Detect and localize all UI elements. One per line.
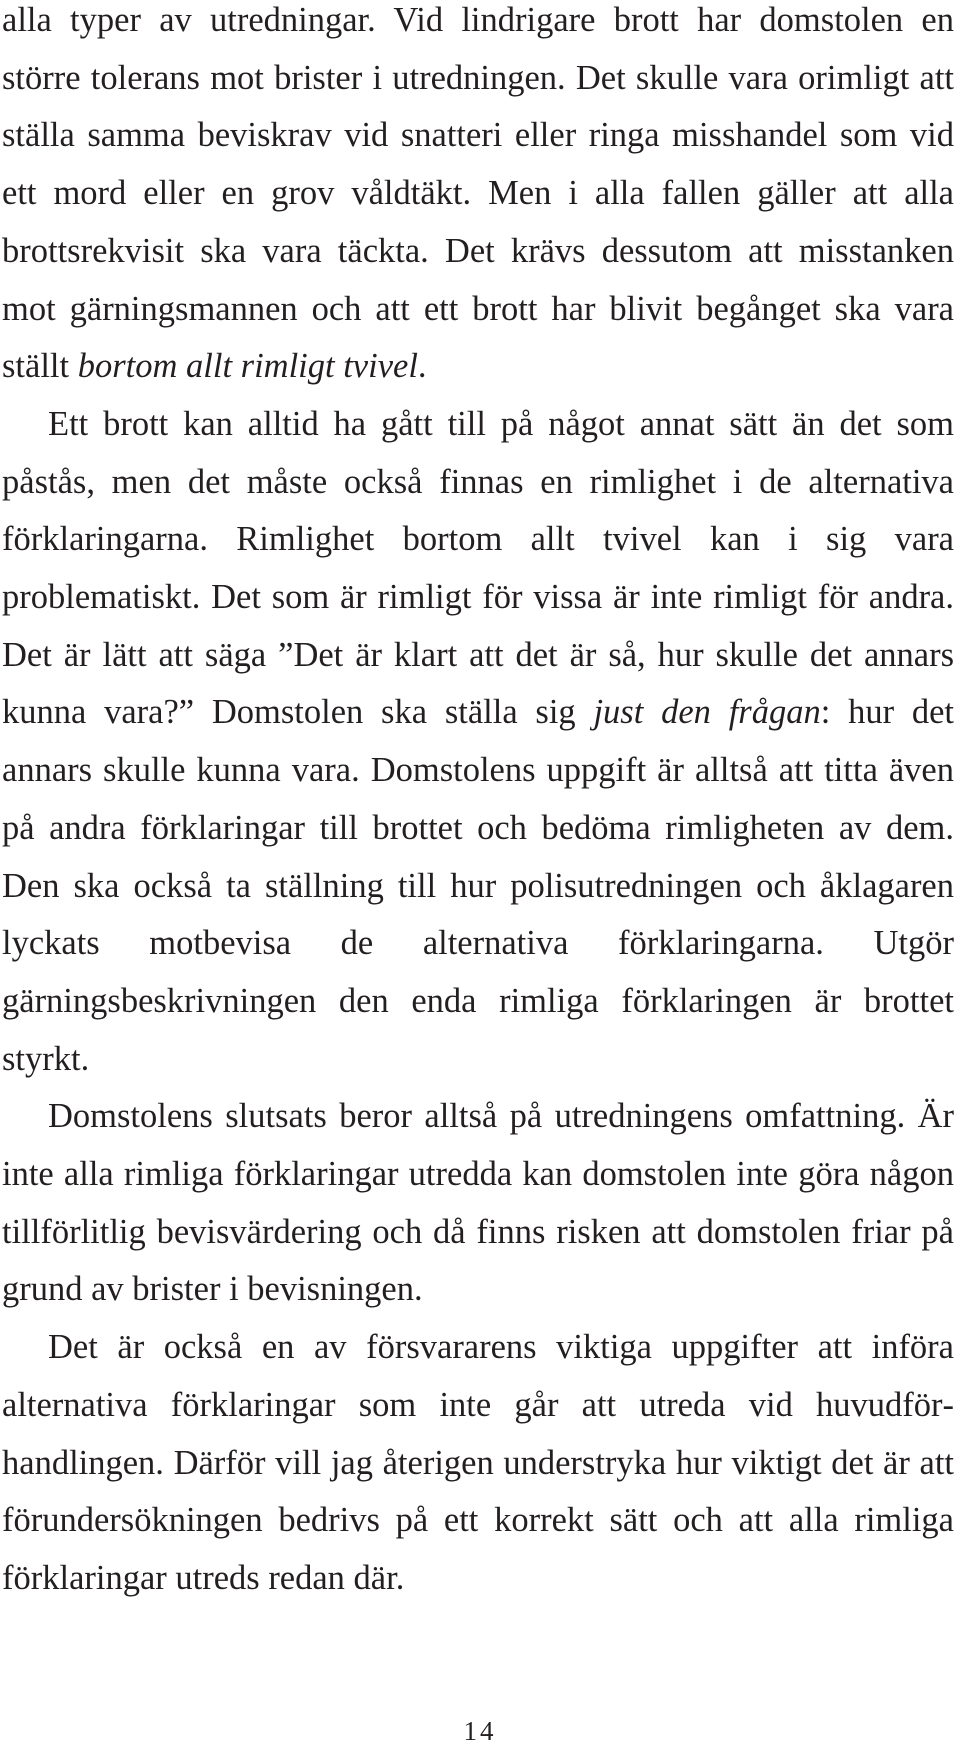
paragraph-2-emphasis: just den frågan <box>593 693 821 732</box>
paragraph-3 <box>2 1088 954 1319</box>
page-number: 14 <box>463 1716 497 1746</box>
paragraph-2-text: Ett brott kan alltid ha gått till på något annat sätt än det som påstås, men det måste också finnas en rimlighet i de alternativa förklaringarna. Rimlighet bortom allt tvivel kan i sig vara problematiskt. Det som är rimligt för vissa är inte rimligt för andra. Det är lätt att säga ”Det är klart att det är så, hur skulle det annars kunna vara?” Domstolen ska ställa sig <box>2 404 954 732</box>
paragraph-2 <box>2 396 954 1088</box>
paragraph-1-end: . <box>417 347 427 386</box>
body-text <box>2 0 954 1608</box>
paragraph-4 <box>2 1319 954 1608</box>
paragraph-2-end: : hur det annars skulle kunna vara. Domstolens uppgift är alltså att titta även på andra förklaringar till brottet och bedöma rimligheten av dem. Den ska också ta ställning till hur polisutredningen och åklagaren lyckats motbevisa de alternativa förklaringarna. Utgör gärningsbeskrivningen den enda rimliga förklaringen är brottet styrkt. <box>2 693 954 1078</box>
paragraph-4-text: Det är också en av försvararens viktiga uppgifter att införa alternativa förklaringar som inte går att utreda vid huvudförhandlingen. Därför vill jag återigen understryka hur viktigt det är att förundersökningen bedrivs på ett korrekt sätt och att alla rimliga förklaringar utreds redan där. <box>2 1328 954 1597</box>
paragraph-3-text: Domstolens slutsats beror alltså på utredningens omfattning. Är inte alla rimliga förklaringar utredda kan domstolen inte göra någon tillförlitlig bevisvärdering och då finns risken att domstolen friar på grund av brister i bevisningen. <box>2 1097 954 1309</box>
paragraph-1-emphasis: bortom allt rimligt tvivel <box>77 347 418 386</box>
paragraph-1-text: alla typer av utredningar. Vid lindrigare brott har domstolen en större tolerans mot brister i utredningen. Det skulle vara orimligt att ställa samma beviskrav vid snatteri eller ringa misshandel som vid ett mord eller en grov våldtäkt. Men i alla fallen gäller att alla brottsrekvisit ska vara täckta. Det krävs dessutom att misstanken mot gärningsmannen och att ett brott har blivit begånget ska vara ställt <box>2 1 954 386</box>
paragraph-1 <box>2 0 954 396</box>
